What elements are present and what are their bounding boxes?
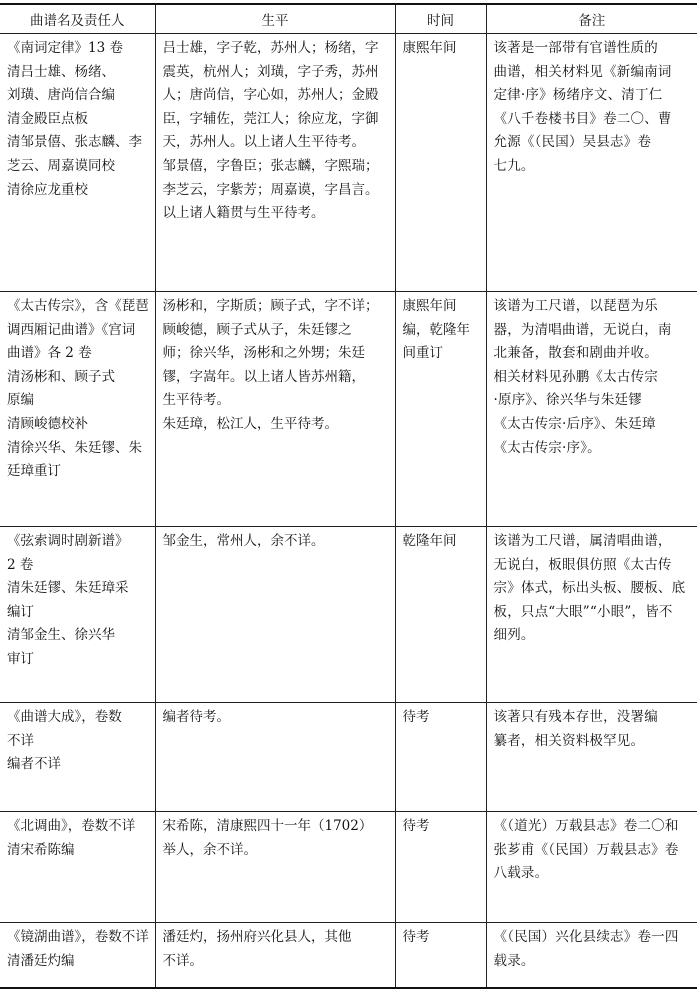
cell-title-line: 廷璋重订	[7, 463, 61, 480]
cell-note-line: 允源《（民国）吴县志》卷	[493, 134, 652, 151]
cell-note-line: 张芗甫《（民国）万载县志》卷	[493, 841, 679, 858]
cell-title	[0, 292, 155, 527]
cell-bio	[155, 923, 395, 988]
cell-bio-line: 编者待考。	[162, 709, 230, 725]
cell-time-line: 乾隆年间	[402, 533, 457, 549]
table-row	[0, 812, 697, 923]
cell-note-line: 《八千卷楼书目》卷二〇、曹	[493, 110, 672, 127]
cell-title	[0, 812, 155, 923]
cell-bio-line: 臣，字辅佐，莞江人；徐应龙，字御	[162, 110, 379, 127]
cell-note-line: 曲谱，相关材料见《新编南词	[493, 63, 672, 80]
cell-time-line: 待考	[402, 818, 430, 834]
table-row	[0, 34, 697, 292]
table-row	[0, 923, 697, 988]
cell-time	[395, 292, 486, 527]
cell-bio-line: 生平待考。	[162, 392, 230, 409]
cell-note	[486, 812, 697, 923]
cell-note-line: 相关材料见孙鹏《太古传宗	[493, 368, 658, 385]
cell-title-line: 2 卷	[7, 556, 34, 573]
table-row	[0, 703, 697, 812]
cell-title-line: 《北调曲》，卷数不详	[7, 818, 136, 834]
cell-title-line: 不详	[7, 732, 34, 749]
cell-title-line: 编订	[7, 603, 34, 620]
cell-note-line: 无说白，板眼俱仿照《太古传	[493, 556, 672, 573]
cell-note-line: 七九。	[493, 157, 535, 174]
cell-note-line: 定律·序》杨绪序文、清丁仁	[493, 87, 663, 104]
cell-bio-line: 潘廷灼，扬州府兴化县人，其他	[162, 929, 352, 945]
cell-title	[0, 923, 155, 988]
header-row	[0, 4, 697, 34]
cell-note	[486, 923, 697, 988]
cell-title-line: 《太古传宗》，含《琵琶	[7, 298, 149, 314]
cell-title	[0, 703, 155, 812]
cell-title-line: 原编	[7, 392, 34, 409]
cell-title-line: 清顾峻德校补	[7, 415, 88, 432]
header-title: 曲谱名及责任人	[0, 4, 155, 34]
cell-bio	[155, 34, 395, 292]
cell-bio	[155, 527, 395, 703]
cell-title-line: 清徐应龙重校	[7, 181, 88, 198]
cell-note-line: 纂者，相关资料极罕见。	[493, 732, 645, 749]
cell-title-line: 曲谱》各 2 卷	[7, 345, 92, 362]
cell-time-line: 待考	[402, 709, 430, 725]
cell-bio-line: 宋希陈，清康熙四十一年（1702）	[162, 818, 373, 834]
cell-note-line: 板，只点“大眼”“小眼”，皆不	[493, 603, 673, 620]
cell-title	[0, 527, 155, 703]
cell-title-line: 《南词定律》13 卷	[7, 40, 123, 56]
table-row	[0, 527, 697, 703]
cell-bio-line: 天，苏州人。以上诸人生平待考。	[162, 134, 365, 151]
cell-note-line: 《（道光）万载县志》卷二〇和	[493, 818, 679, 834]
cell-note-line: 北兼备，散套和剧曲并收。	[493, 345, 658, 362]
cell-bio-line: 不详。	[162, 952, 203, 969]
table-row	[0, 292, 697, 527]
cell-title-line: 清汤彬和、顾子式	[7, 368, 115, 385]
cell-bio-line: 吕士雄，字子乾，苏州人；杨绪，字	[162, 40, 379, 56]
cell-bio-line: 以上诸人籍贯与生平待考。	[162, 205, 325, 222]
cell-title-line: 《曲谱大成》，卷数	[7, 709, 122, 725]
cell-title-line: 清邹金生、徐兴华	[7, 627, 115, 644]
cell-note-line: 宗》体式，标出头板、腰板、底	[493, 580, 686, 597]
cell-title-line: 《弦索调时剧新谱》	[7, 533, 129, 549]
cell-bio-line: 汤彬和，字斯质；顾子式，字不详；	[162, 298, 379, 314]
cell-bio-line: 顾峻德，顾子式从子，朱廷镠之	[162, 321, 352, 338]
cell-title-line: 清邹景僖、张志麟、李	[7, 134, 142, 151]
cell-bio-line: 人；唐尚信，字心如，苏州人；金殿	[162, 87, 379, 104]
cell-bio-line: 邹景僖，字鲁臣；张志麟，字熙瑞；	[162, 157, 379, 174]
cell-note	[486, 703, 697, 812]
header-bio: 生平	[155, 4, 395, 34]
cell-title-line: 清徐兴华、朱廷镠、朱	[7, 439, 142, 456]
cell-note-line: 器，为清唱曲谱，无说白，南	[493, 321, 672, 338]
cell-title-line: 清宋希陈编	[7, 841, 75, 858]
cell-bio	[155, 703, 395, 812]
cell-note-line: 八载录。	[493, 865, 549, 882]
cell-bio-line: 震英，杭州人；刘璜，字子秀，苏州	[162, 63, 379, 80]
cell-note-line: 细列。	[493, 627, 535, 644]
cell-bio-line: 邹金生，常州人，余不详。	[162, 533, 325, 549]
cell-title-line: 刘璜、唐尚信合编	[7, 87, 115, 104]
header-time: 时间	[395, 4, 486, 34]
cell-time	[395, 527, 486, 703]
cell-note-line: ·原序》、徐兴华与朱廷镠	[493, 392, 642, 409]
cell-title-line: 调西厢记曲谱》《宫词	[7, 321, 136, 338]
cell-bio-line: 李芝云，字紫芳；周嘉谟，字昌言。	[162, 181, 379, 198]
cell-time	[395, 703, 486, 812]
cell-note	[486, 292, 697, 527]
cell-bio	[155, 292, 395, 527]
cell-title-line: 《镜湖曲谱》，卷数不详	[7, 929, 149, 945]
cell-note-line: 《（民国）兴化县续志》卷一四	[493, 929, 679, 945]
cell-title	[0, 34, 155, 292]
cell-time	[395, 34, 486, 292]
cell-note-line: 载录。	[493, 952, 535, 969]
cell-title-line: 审订	[7, 650, 34, 667]
cell-time	[395, 812, 486, 923]
cell-time-line: 康熙年间	[402, 298, 457, 314]
cell-time-line: 间重订	[402, 345, 443, 362]
cell-bio-line: 朱廷璋，松江人，生平待考。	[162, 415, 338, 432]
cell-note	[486, 527, 697, 703]
header-note: 备注	[486, 4, 697, 34]
cell-title-line: 清朱廷镠、朱廷璋采	[7, 580, 129, 597]
cell-title-line: 清吕士雄、杨绪、	[7, 63, 115, 80]
cell-note	[486, 34, 697, 292]
cell-note-line: 该著只有残本存世，没署编	[493, 709, 658, 725]
cell-time-line: 编，乾隆年	[402, 321, 470, 338]
cell-bio-line: 镠，字嵩年。以上诸人皆苏州籍，	[162, 368, 365, 385]
cell-title-line: 清潘廷灼编	[7, 952, 75, 969]
cell-time-line: 待考	[402, 929, 430, 945]
cell-bio-line: 举人，余不详。	[162, 841, 257, 858]
cell-bio	[155, 812, 395, 923]
cell-note-line: 《太古传宗·后序》、朱廷璋	[493, 415, 656, 432]
cell-title-line: 芝云、周嘉谟同校	[7, 157, 115, 174]
cell-title-line: 清金殿臣点板	[7, 110, 88, 127]
cell-note-line: 该谱为工尺谱，以琵琶为乐	[493, 298, 658, 314]
cell-time	[395, 923, 486, 988]
cell-time-line: 康熙年间	[402, 40, 457, 56]
cell-bio-line: 师；徐兴华，汤彬和之外甥；朱廷	[162, 345, 365, 362]
cell-note-line: 《太古传宗·序》。	[493, 439, 601, 456]
cell-title-line: 编者不详	[7, 756, 61, 773]
cell-note-line: 该谱为工尺谱，属清唱曲谱，	[493, 533, 672, 549]
catalog-table	[0, 3, 697, 989]
cell-note-line: 该著是一部带有官谱性质的	[493, 40, 658, 56]
